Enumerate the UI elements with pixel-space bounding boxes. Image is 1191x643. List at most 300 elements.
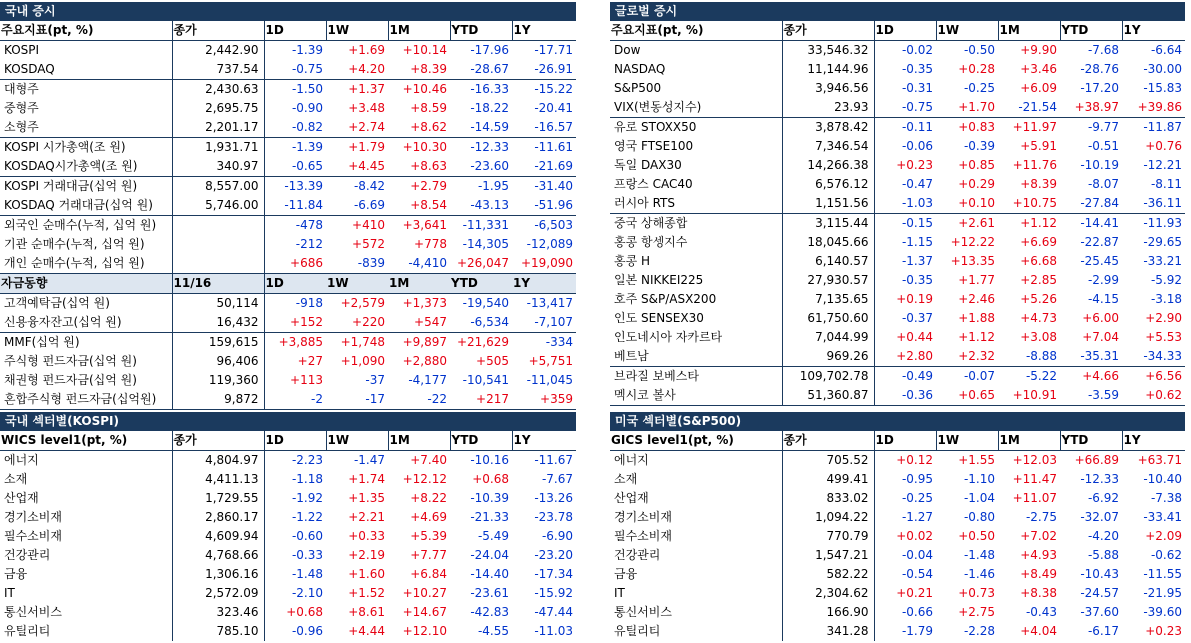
change-value: -19,540 [462,296,509,310]
table-row [0,216,576,236]
change-value: +2.19 [348,548,385,562]
change-value: -1.48 [963,548,995,562]
change-value: +2.21 [348,510,385,524]
row-label: 독일 DAX30 [614,158,682,172]
column-header: 1W [936,431,998,451]
change-value: -6.17 [1087,624,1119,638]
row-label: 에너지 [614,453,649,467]
row-label: 호주 S&P/ASX200 [614,292,717,306]
column-header: 1Y [1122,431,1185,451]
row-label: 개인 순매수(누적, 십억 원) [4,256,145,270]
change-value: +10.75 [998,194,1060,214]
close-value [172,254,264,274]
table-row [610,565,1185,584]
change-value: +1.55 [958,453,995,467]
change-value: +3.08 [1020,330,1057,344]
row-label: 홍콩 항셍지수 [614,235,688,249]
change-value: -0.31 [874,79,936,98]
change-value: -918 [264,294,326,314]
row-label: 통신서비스 [614,605,672,619]
panel-title: 국내 섹터별(KOSPI) [0,412,576,431]
change-value: +6.84 [410,567,447,581]
row-label: IT [4,586,15,600]
header-row [0,431,576,451]
change-value: +778 [414,237,447,251]
row-label: 소재 [614,472,638,486]
row-label: 건강관리 [4,548,51,562]
change-value: +10.27 [402,586,447,600]
change-value: -23.60 [450,157,512,177]
change-value: -29.65 [1143,235,1182,249]
change-value: -10.40 [1143,472,1182,486]
change-value: -21.54 [998,98,1060,118]
change-value: -5.49 [477,529,509,543]
row-label: 에너지 [4,453,39,467]
close-value: 2,695.75 [172,99,264,118]
change-value: +10.30 [402,140,447,154]
change-value: +14.67 [402,605,447,619]
change-value: -0.35 [874,60,936,79]
change-value: -28.76 [1080,62,1119,76]
change-value: -34.33 [1122,347,1185,367]
change-value: -4.15 [1087,292,1119,306]
panel-domestic [0,2,576,410]
change-value: -6.69 [326,196,388,216]
change-value: +1.74 [348,472,385,486]
table-row [0,118,576,138]
table-row [0,235,576,254]
change-value: -5.92 [1150,273,1182,287]
change-value: +8.38 [1020,586,1057,600]
change-value: -7.67 [541,472,573,486]
table-row [0,371,576,390]
change-value: -13,417 [526,296,573,310]
row-label: 멕시코 볼사 [610,386,782,406]
table-row [610,194,1185,214]
row-label: 중국 상해종합 [614,216,688,230]
header-row [0,21,576,41]
change-value: -6.92 [1087,491,1119,505]
change-value: +3,641 [402,218,447,232]
table-row [610,546,1185,565]
change-value: -11.87 [1143,120,1182,134]
close-value: 770.79 [782,527,874,546]
row-label: KOSPI 시가총액(조 원) [4,140,126,154]
change-value: +6.56 [1145,369,1182,383]
column-header: 1D [264,21,326,41]
change-value: -22 [388,390,450,410]
table-row [610,175,1185,194]
global-table [610,21,1185,406]
panel-kospi-sector [0,412,576,641]
change-value: +8.61 [348,605,385,619]
close-value: 166.90 [782,603,874,622]
change-value: +0.44 [874,328,936,347]
change-value: +8.49 [1020,567,1057,581]
column-header: YTD [450,274,512,294]
change-value: -2.10 [264,584,326,603]
change-value: +5.53 [1145,330,1182,344]
change-value: -14.40 [470,567,509,581]
change-value: -7.68 [1087,43,1119,57]
change-value: +38.97 [1060,98,1122,118]
close-value: 2,860.17 [172,508,264,527]
change-value: -22.87 [1080,235,1119,249]
close-value: 1,151.56 [782,194,874,214]
change-value: -0.80 [963,510,995,524]
row-label: KOSDAQ시가총액(조 원) [0,157,172,177]
change-value: +1,373 [402,296,447,310]
change-value: -16.57 [512,118,576,138]
row-label: 인도네시아 자카르타 [614,330,723,344]
change-value: +8.54 [388,196,450,216]
row-label: KOSDAQ 거래대금(십억 원) [0,196,172,216]
change-value: +12.10 [402,624,447,638]
domestic-table [0,21,576,410]
column-header: 1D [874,431,936,451]
table-row [610,118,1185,138]
table-row [0,41,576,61]
close-value: 8,557.00 [172,177,264,197]
close-value: 7,346.54 [782,137,874,156]
change-value: +2.90 [1145,311,1182,325]
row-label: 베트남 [610,347,782,367]
header-row [610,21,1185,41]
column-header: YTD [450,21,512,41]
table-row [0,527,576,546]
close-value: 4,804.97 [172,451,264,471]
table-row [0,177,576,197]
change-value: +1.88 [958,311,995,325]
change-value: -4.55 [477,624,509,638]
close-value: 5,746.00 [172,196,264,216]
row-label: 산업재 [614,491,649,505]
change-value: -47.44 [534,605,573,619]
table-row [610,41,1185,61]
subheader-row [0,274,576,294]
change-value: -0.95 [874,470,936,489]
change-value: +11.76 [1012,158,1057,172]
change-value: +0.10 [936,194,998,214]
column-header: 1Y [512,21,576,41]
change-value: +0.85 [958,158,995,172]
close-value: 2,304.62 [782,584,874,603]
change-value: -0.75 [264,60,326,80]
change-value: +39.86 [1122,98,1185,118]
change-value: -33.41 [1143,510,1182,524]
change-value: -32.07 [1080,510,1119,524]
change-value: +27 [264,352,326,371]
close-value: 159,615 [172,333,264,353]
change-value: +8.63 [388,157,450,177]
column-header: 1W [936,21,998,41]
change-value: -15.22 [534,82,573,96]
column-header: 1D [264,274,326,294]
close-value: 833.02 [782,489,874,508]
table-row [610,98,1185,118]
table-row [610,470,1185,489]
change-value: +13.35 [950,254,995,268]
change-value: +0.28 [958,62,995,76]
change-value: -25.45 [1080,254,1119,268]
change-value: -12.21 [1143,158,1182,172]
change-value: -839 [357,256,385,270]
change-value: +3.48 [348,101,385,115]
change-value: -43.13 [450,196,512,216]
column-header: 1W [326,274,388,294]
row-label: 인도 SENSEX30 [614,311,704,325]
table-row [0,138,576,158]
change-value: -1.39 [264,138,326,158]
change-value: -12,089 [526,237,573,251]
change-value: -3.18 [1150,292,1182,306]
change-value: +1.79 [348,140,385,154]
row-label: NASDAQ [614,62,666,76]
close-value: 2,430.63 [172,80,264,100]
close-value: 9,872 [172,390,264,410]
change-value: -0.04 [874,546,936,565]
table-row [0,294,576,314]
change-value: -16.33 [470,82,509,96]
change-value: -8.11 [1150,177,1182,191]
change-value: +0.73 [958,586,995,600]
change-value: -0.25 [963,81,995,95]
change-value: +7.02 [1020,529,1057,543]
change-value: -23.61 [470,586,509,600]
change-value: -1.27 [874,508,936,527]
column-header: 1M [998,431,1060,451]
change-value: -0.11 [874,118,936,138]
close-value: 582.22 [782,565,874,584]
change-value: -9.77 [1087,120,1119,134]
row-label: 필수소비재 [4,529,62,543]
row-label: 금융 [4,567,28,581]
change-value: -0.39 [963,139,995,153]
table-row [0,157,576,177]
change-value: -11.93 [1143,216,1182,230]
change-value: +4.69 [410,510,447,524]
close-value: 3,115.44 [782,214,874,234]
change-value: +6.09 [1020,81,1057,95]
change-value: -334 [545,335,573,349]
change-value: -0.54 [874,565,936,584]
row-label: 신용융자잔고(십억 원) [0,313,172,333]
change-value: +5.91 [1020,139,1057,153]
change-value: -14.41 [1080,216,1119,230]
change-value: +6.68 [1020,254,1057,268]
change-value: +1.12 [1020,216,1057,230]
change-value: -0.15 [874,214,936,234]
change-value: +19,090 [520,256,573,270]
change-value: -1.10 [963,472,995,486]
change-value: -0.62 [1150,548,1182,562]
change-value: -4,177 [408,373,447,387]
change-value: -0.96 [264,622,326,641]
close-value: 96,406 [172,352,264,371]
change-value: -6.64 [1150,43,1182,57]
change-value: +63.71 [1137,453,1182,467]
change-value: -10.39 [470,491,509,505]
close-value: 119,360 [172,371,264,390]
change-value: +0.19 [874,290,936,309]
change-value: -21.95 [1143,586,1182,600]
column-header: 주요지표(pt, %) [610,21,782,41]
change-value: +0.65 [936,386,998,406]
change-value: -33.21 [1143,254,1182,268]
change-value: -36.11 [1122,194,1185,214]
column-header: 1M [388,274,450,294]
close-value: 4,768.66 [172,546,264,565]
change-value: +3,885 [264,333,326,353]
row-label: 러시아 RTS [610,194,782,214]
row-label: 영국 FTSE100 [614,139,694,153]
table-row [0,99,576,118]
change-value: +1.37 [348,82,385,96]
row-label: MMF(십억 원) [4,335,80,349]
close-value: 6,140.57 [782,252,874,271]
change-value: +5.26 [1020,292,1057,306]
change-value: -14,305 [462,237,509,251]
change-value: -11.84 [264,196,326,216]
row-label: IT [614,586,625,600]
change-value: -35.31 [1060,347,1122,367]
change-value: -24.04 [470,548,509,562]
table-row [0,546,576,565]
close-value [172,216,264,236]
close-value: 11,144.96 [782,60,874,79]
change-value: -6,534 [450,313,512,333]
change-value: -1.50 [264,80,326,100]
close-value: 2,442.90 [172,41,264,61]
table-row [0,622,576,641]
close-value: 1,094.22 [782,508,874,527]
close-value: 1,547.21 [782,546,874,565]
table-row [0,603,576,622]
change-value: +152 [264,313,326,333]
change-value: +11.47 [1012,472,1057,486]
change-value: -42.83 [470,605,509,619]
close-value: 969.26 [782,347,874,367]
change-value: -27.84 [1060,194,1122,214]
change-value: -1.15 [874,233,936,252]
close-value: 27,930.57 [782,271,874,290]
close-value: 499.41 [782,470,874,489]
column-header: YTD [450,431,512,451]
column-header: 1Y [512,431,576,451]
change-value: -2.28 [963,624,995,638]
change-value: +9,897 [402,335,447,349]
table-row [0,254,576,274]
change-value: +2.85 [1020,273,1057,287]
change-value: +2.74 [326,118,388,138]
column-header: 종가 [172,431,264,451]
close-value: 7,135.65 [782,290,874,309]
change-value: -0.36 [874,386,936,406]
table-row [0,489,576,508]
change-value: +5,751 [528,354,573,368]
close-value: 61,750.60 [782,309,874,328]
table-row [610,79,1185,98]
column-header: 1W [326,21,388,41]
change-value: -51.96 [512,196,576,216]
change-value: -11.03 [534,624,573,638]
table-row [0,470,576,489]
change-value: -12.33 [470,140,509,154]
column-header: 1W [326,431,388,451]
change-value: -0.65 [264,157,326,177]
change-value: +113 [264,371,326,390]
change-value: -11.67 [534,453,573,467]
change-value: -4.20 [1087,529,1119,543]
table-row [0,508,576,527]
change-value: +10.46 [402,82,447,96]
change-value: +12.22 [950,235,995,249]
column-header: GICS level1(pt, %) [610,431,782,451]
table-row [0,196,576,216]
change-value: +9.90 [1020,43,1057,57]
change-value: +0.62 [1122,386,1185,406]
row-label: 기관 순매수(누적, 십억 원) [4,237,145,251]
change-value: +7.77 [410,548,447,562]
change-value: -1.22 [264,508,326,527]
close-value: 14,266.38 [782,156,874,175]
change-value: -7.38 [1150,491,1182,505]
table-row [610,214,1185,234]
change-value: -11.61 [534,140,573,154]
close-value: 18,045.66 [782,233,874,252]
row-label: 홍콩 H [614,254,651,268]
change-value: +7.04 [1082,330,1119,344]
row-label: 금융 [614,567,638,581]
change-value: -0.66 [874,603,936,622]
change-value: -0.60 [264,527,326,546]
change-value: +217 [450,390,512,410]
row-label: 고객예탁금(십억 원) [4,296,110,310]
table-row [0,60,576,80]
column-header: 1M [388,431,450,451]
panel-title: 미국 섹터별(S&P500) [610,412,1185,431]
change-value: +2.61 [958,216,995,230]
table-row [610,156,1185,175]
change-value: -0.33 [264,546,326,565]
change-value: -1.47 [353,453,385,467]
table-row [610,328,1185,347]
close-value: 3,878.42 [782,118,874,138]
table-row [610,233,1185,252]
row-label: 산업재 [4,491,39,505]
column-header: 1D [874,21,936,41]
change-value: +0.23 [874,156,936,175]
close-value: 737.54 [172,60,264,80]
change-value: +2.79 [410,179,447,193]
table-row [610,60,1185,79]
change-value: -4,410 [408,256,447,270]
change-value: +21,629 [456,335,509,349]
row-label: 브라질 보베스타 [614,369,699,383]
header-row [610,431,1185,451]
table-row [0,333,576,353]
change-value: -20.41 [534,101,573,115]
table-body [610,431,1185,641]
close-value: 109,702.78 [782,367,874,387]
change-value: -2.23 [264,451,326,471]
row-label: 외국인 순매수(누적, 십억 원) [4,218,157,232]
change-value: -0.49 [874,367,936,387]
change-value: -12.33 [1080,472,1119,486]
change-value: +0.76 [1145,139,1182,153]
close-value: 50,114 [172,294,264,314]
table-row [610,527,1185,546]
